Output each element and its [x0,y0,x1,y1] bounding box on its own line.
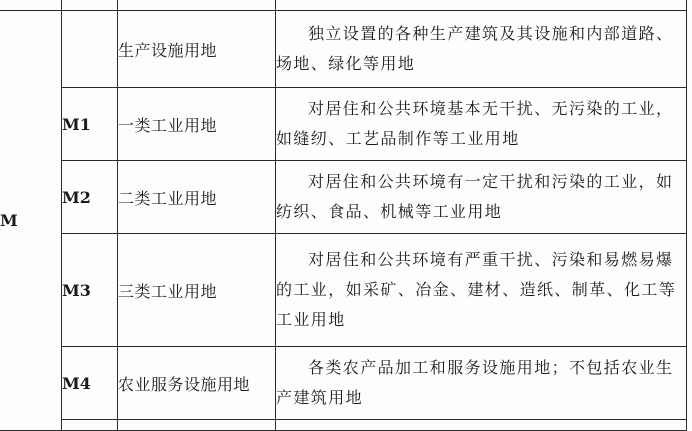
subcategory-description-cell: 对居住和公共环境有严重干扰、污染和易燃易爆的工业，如采矿、冶金、建材、造纸、制革、化工等工业用地 [276,234,687,347]
table-row-top-stub [0,0,687,11]
category-name-cell: 生产设施用地 [118,11,276,88]
table-row-bottom-stub [0,420,687,431]
subcategory-code-cell: M4 [62,347,118,420]
table-cell [276,420,687,431]
subcategory-code-cell: M2 [62,161,118,234]
subcategory-code-cell: M3 [62,234,118,347]
table-row-category-m [0,11,687,88]
table-row-m4 [0,347,687,420]
subcategory-name-cell: 农业服务设施用地 [118,347,276,420]
subcategory-description-cell: 对居住和公共环境基本无干扰、无污染的工业，如缝纫、工艺品制作等工业用地 [276,88,687,161]
table-cell [276,0,687,11]
subcategory-description-cell: 各类农产品加工和服务设施用地；不包括农业生产建筑用地 [276,347,687,420]
table-cell [118,0,276,11]
table-row-m3 [0,234,687,347]
table-row-m1 [0,88,687,161]
table-cell [62,0,118,11]
table-cell [118,420,276,431]
subcategory-code-cell: M1 [62,88,118,161]
table-cell [0,0,62,11]
subcategory-name-cell: 三类工业用地 [118,234,276,347]
subcategory-description-cell: 对居住和公共环境有一定干扰和污染的工业，如纺织、食品、机械等工业用地 [276,161,687,234]
category-description-cell: 独立设置的各种生产建筑及其设施和内部道路、场地、绿化等用地 [276,11,687,88]
subcategory-code-cell-empty [62,11,118,88]
subcategory-name-cell: 二类工业用地 [118,161,276,234]
table-row-m2 [0,161,687,234]
table-cell [62,420,118,431]
category-code-cell: M [0,11,62,431]
subcategory-name-cell: 一类工业用地 [118,88,276,161]
